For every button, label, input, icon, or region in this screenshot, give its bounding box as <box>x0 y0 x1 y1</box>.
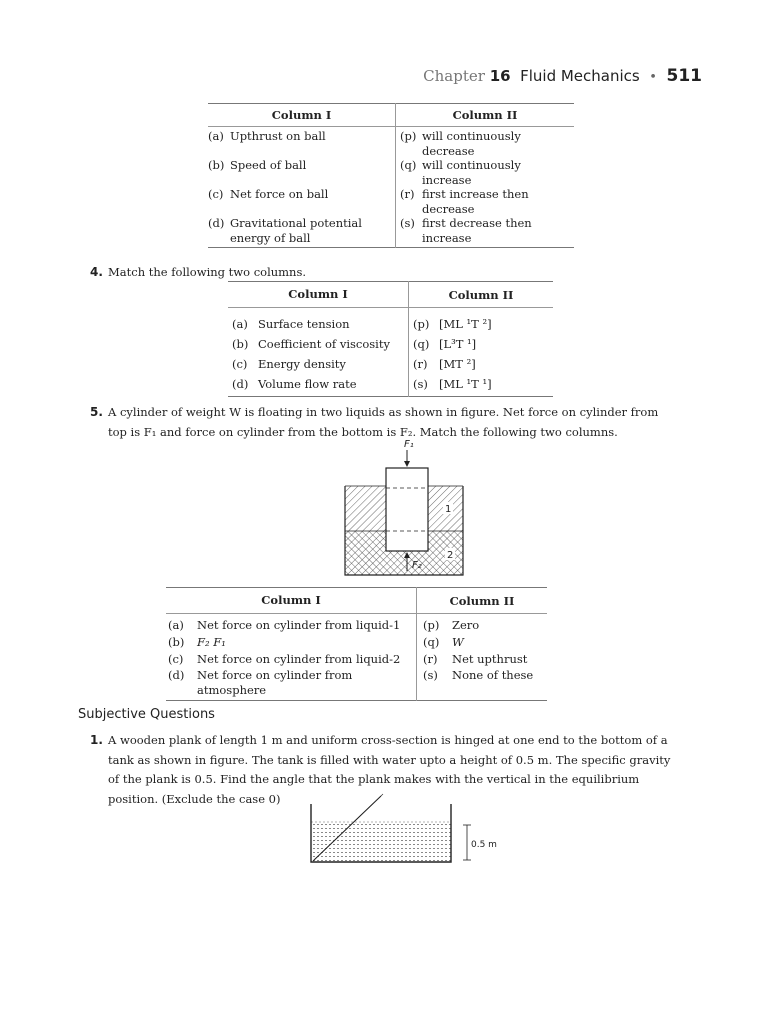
match-table-2 <box>228 281 553 397</box>
f1-label: F₁ <box>404 439 414 450</box>
dimension-label: 0.5 m <box>471 840 497 850</box>
table-row: (a) Surface tension (p) [ML ¹T ²] <box>228 308 553 335</box>
table-row: (a) Net force on cylinder from liquid-1 (p) Zero <box>166 614 547 635</box>
question-text-line-3: of the plank is 0.5. Find the angle that the plank makes with the vertical in the equilibrium <box>108 772 640 786</box>
question-text: Match the following two columns. <box>108 265 307 279</box>
table-row: (c) Net force on ball (r) first increase then decrease <box>208 187 574 216</box>
table-row: (c) Net force on cylinder from liquid-2 (r) Net upthrust <box>166 651 547 668</box>
table-row: (b) Coefficient of viscosity (q) [L³T ¹] <box>228 334 553 354</box>
table-row: (c) Energy density (r) [MT ²] <box>228 354 553 374</box>
question-text-line-4: position. (Exclude the case 0) <box>108 791 281 806</box>
plank-tank-figure <box>305 792 505 868</box>
table2-col2-header: Column II <box>409 282 554 308</box>
table-row: (b) F₂ F₁ (q) W <box>166 634 547 651</box>
question-4 <box>90 261 306 281</box>
table-row: (d) Volume flow rate (s) [ML ¹T ¹] <box>228 374 553 397</box>
question-text-line-1: A wooden plank of length 1 m and uniform cross-section is hinged at one end to the bottom of a <box>108 733 668 747</box>
table-row: (a) Upthrust on ball (p) will continuously decrease <box>208 127 574 159</box>
chapter-number: 16 <box>489 67 511 85</box>
header-bullet: • <box>649 70 657 85</box>
question-text-line-1: A cylinder of weight W is floating in two liquids as shown in figure. Net force on cylinder from <box>108 405 659 419</box>
section-heading: Subjective Questions <box>78 707 215 722</box>
table2-col1-header: Column I <box>288 287 348 301</box>
liquid-1-label: 1 <box>445 504 452 515</box>
question-number: 1. <box>90 733 103 747</box>
page-number: 511 <box>666 66 702 86</box>
table1-col2-header: Column II <box>396 104 575 127</box>
page-header <box>423 66 702 86</box>
water <box>311 822 451 862</box>
chapter-title: Fluid Mechanics <box>520 67 640 85</box>
table3-col2-header: Column II <box>417 588 548 614</box>
table1-col1-header: Column I <box>271 108 332 122</box>
f2-label: F₂ <box>412 560 422 571</box>
question-text-line-2: top is F₁ and force on cylinder from the bottom is F₂. Match the following two columns. <box>108 424 618 439</box>
question-text-line-2: tank as shown in figure. The tank is filled with water upto a height of 0.5 m. The specific gravity <box>108 752 671 767</box>
match-table-1 <box>208 103 574 248</box>
question-5 <box>90 401 658 440</box>
chapter-word: Chapter <box>423 67 485 85</box>
table-row: (d) Gravitational potential energy of ball (s) first decrease then increase <box>208 216 574 248</box>
liquid-2-label: 2 <box>447 550 454 561</box>
table-row: (d) Net force on cylinder from atmosphere (s) None of these <box>166 668 547 701</box>
match-table-3 <box>166 587 547 701</box>
question-number: 4. <box>90 265 103 279</box>
cylinder <box>386 468 428 551</box>
question-number: 5. <box>90 405 103 419</box>
cylinder-figure <box>330 436 480 581</box>
table3-col1-header: Column I <box>261 593 321 607</box>
table-row: (b) Speed of ball (q) will continuously increase <box>208 158 574 187</box>
